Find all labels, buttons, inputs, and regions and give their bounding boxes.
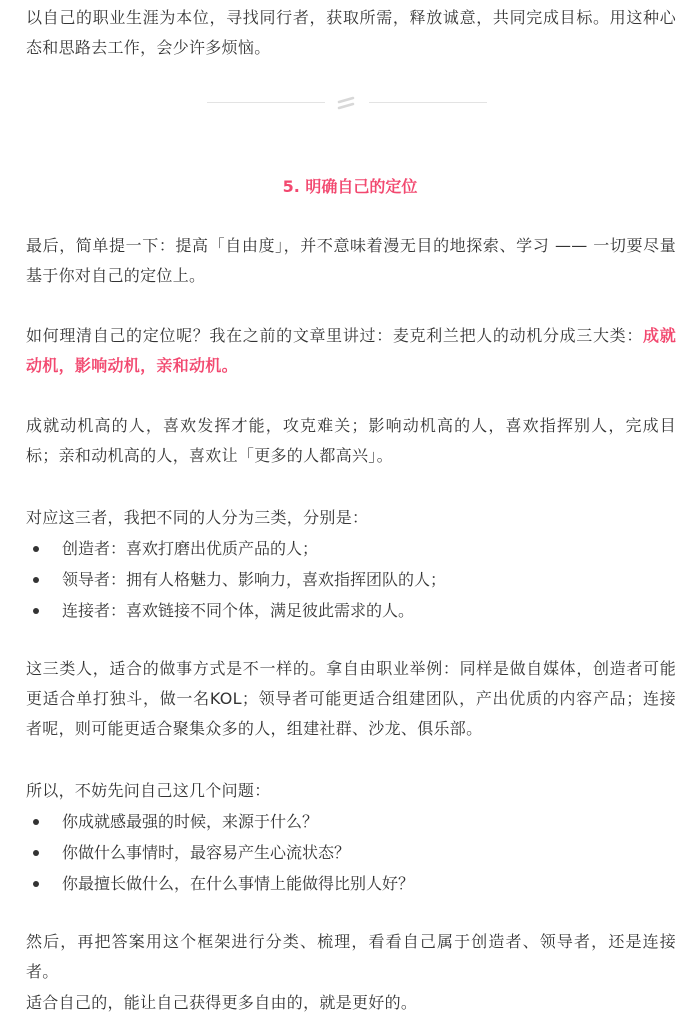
list-item-text: 连接者：喜欢链接不同个体，满足彼此需求的人。 (62, 601, 415, 620)
paragraph-types-intro: 对应这三者，我把不同的人分为三类，分别是： (26, 508, 369, 527)
bullet-icon (33, 577, 39, 583)
paragraph-conclusion: 适合自己的，能让自己获得更多自由的，就是更好的。 (26, 993, 418, 1012)
paragraph-motivation-detail: 成就动机高的人，喜欢发挥才能，攻克难关；影响动机高的人，喜欢指挥别人，完成目标；亲和动机高的人，喜欢让「更多的人都高兴」。 (26, 416, 676, 465)
bullet-icon (33, 881, 39, 887)
paragraph-questions-intro: 所以，不妨先问自己这几个问题： (26, 781, 271, 800)
bullet-icon (33, 546, 39, 552)
divider-mark-icon (333, 93, 361, 113)
list-item-text: 领导者：拥有人格魅力、影响力，喜欢指挥团队的人； (62, 570, 447, 589)
paragraph-definition: 最后，简单提一下：提高「自由度」，并不意味着漫无目的地探索、学习 —— 一切要尽量基于你对自己的定位上。 (26, 236, 676, 285)
motivation-highlight: 成就动机，影响动机，亲和动机。 (26, 326, 676, 375)
divider-line-right (369, 102, 487, 103)
types-list (26, 533, 676, 626)
section-divider (207, 93, 487, 113)
section-heading: 5. 明确自己的定位 (282, 177, 418, 196)
motivation-text: 如何理清自己的定位呢？我在之前的文章里讲过：麦克利兰把人的动机分成三大类： (26, 326, 644, 345)
bullet-icon (33, 819, 39, 825)
bullet-icon (33, 850, 39, 856)
list-item (26, 837, 676, 868)
list-item (26, 533, 676, 564)
list-item (26, 868, 676, 899)
bullet-icon (33, 608, 39, 614)
list-item-text: 创造者：喜欢打磨出优质产品的人； (62, 539, 319, 558)
paragraph-motivation (26, 321, 676, 381)
paragraph-classify: 然后，再把答案用这个框架进行分类、梳理，看看自己属于创造者、领导者，还是连接者。 (26, 932, 676, 981)
list-item (26, 595, 676, 626)
divider-line-left (207, 102, 325, 103)
list-item (26, 564, 676, 595)
paragraph-work-styles: 这三类人，适合的做事方式是不一样的。拿自由职业举例：同样是做自媒体，创造者可能更适合单打独斗，做一名KOL；领导者可能更适合组建团队，产出优质的内容产品；连接者呢，则可能更适合聚集众多的人，组建社群、沙龙、俱乐部。 (26, 659, 676, 738)
list-item-text: 你成就感最强的时候，来源于什么？ (62, 812, 319, 831)
list-item (26, 806, 676, 837)
list-item-text: 你最擅长做什么，在什么事情上能做得比别人好？ (62, 874, 415, 893)
list-item-text: 你做什么事情时，最容易产生心流状态？ (62, 843, 351, 862)
questions-list (26, 806, 676, 899)
intro-paragraph: 以自己的职业生涯为本位，寻找同行者，获取所需，释放诚意，共同完成目标。用这种心态和思路去工作，会少许多烦恼。 (26, 8, 676, 57)
